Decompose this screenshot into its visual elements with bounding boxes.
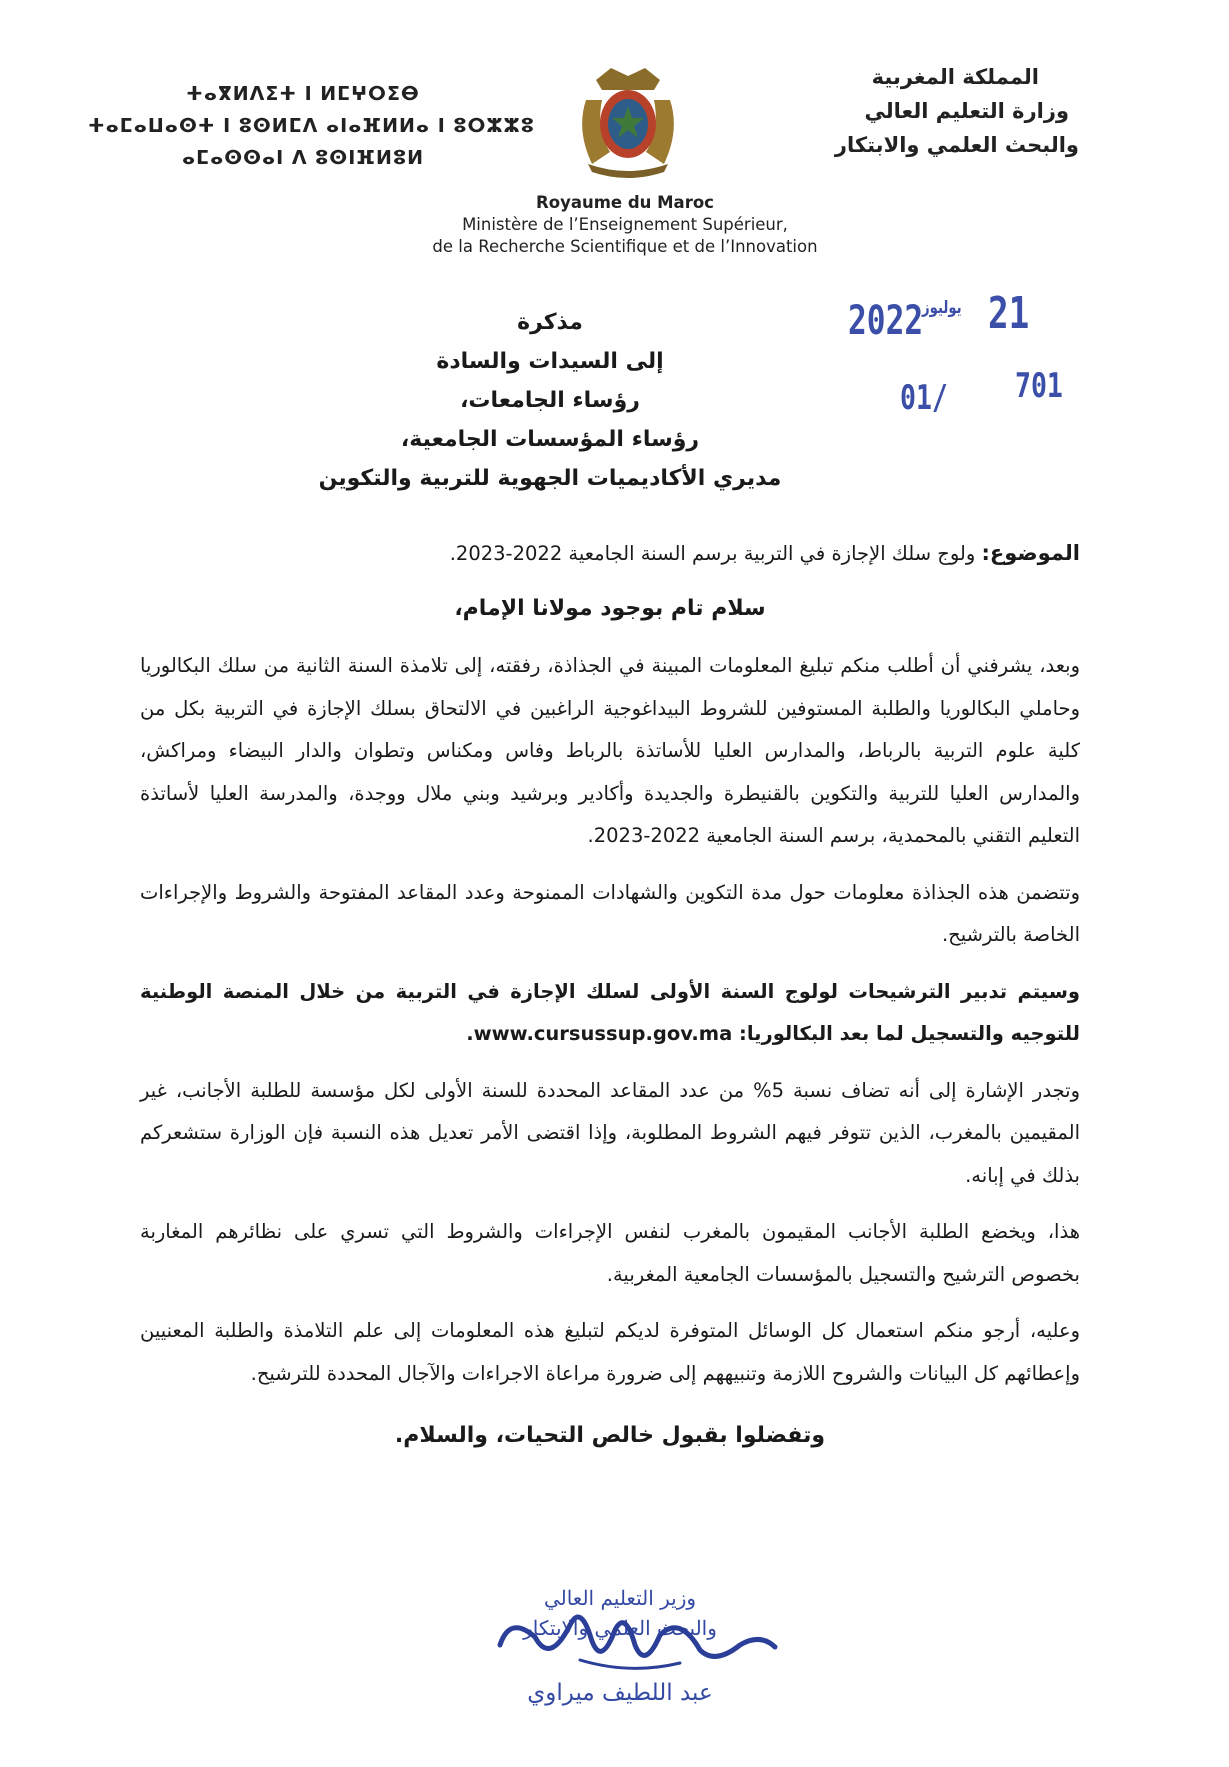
signature-title-line-2: والبحث العلمي والابتكار [523,1616,717,1640]
addressee-line-1: إلى السيدات والسادة [436,349,664,374]
paragraph-1: وبعد، يشرفني أن أطلب منكم تبليغ المعلومات المبينة في الجذاذة، رفقته، إلى تلامذة السنة الثانية من سلك البكالوريا وحاملي البكالوريا والطلبة المستوفين للشروط البيداغوجية الراغبين في الالتحاق بسلك الإجازة في التربية بكل من كلية علوم التربية بالرباط، والمدارس العليا للأساتذة بالرباط وفاس ومكناس وتطوان والدار البيضاء ومراكش، والمدارس العليا للتربية والتكوين بالقنيطرة والجديدة وأكادير وبرشيد وبني ملال ووجدة، والمدرسة العليا لأساتذة التعليم التقني بالمحمدية، برسم السنة الجامعية 2022-2023. [140,654,1080,847]
french-header [330,192,920,258]
arabic-header [779,60,1079,162]
french-line-3: de la Recherche Scientifique et de l’Innovation [432,237,818,256]
tifinagh-line-1: ⵜⴰⴳⵍⴷⵉⵜ ⵏ ⵍⵎⵖⵔⵉⴱ [186,83,420,105]
memo-body [140,538,1080,1453]
paragraph-5: هذا، ويخضع الطلبة الأجانب المقيمون بالمغرب لنفس الإجراءات والشروط التي تسري على نظائرهم المغاربة بخصوص الترشيح والتسجيل بالمؤسسات الجامعية المغربية. [140,1220,1080,1286]
subject-label: الموضوع: [981,541,1080,565]
arabic-line-1: المملكة المغربية [871,65,1039,89]
handwritten-signature [440,1575,820,1755]
closing: وتفضلوا بقبول خالص التحيات، والسلام. [394,1423,826,1448]
addressee-line-4: مديري الأكاديميات الجهوية للتربية والتكوين [318,466,782,491]
subject-text: ولوج سلك الإجازة في التربية برسم السنة الجامعية 2022-2023. [449,542,982,565]
stamp-ref-number: 701 [1015,366,1063,406]
stamp-month: يوليوز [922,298,962,318]
tifinagh-line-2: ⵜⴰⵎⴰⵡⴰⵙⵜ ⵏ ⵓⵙⵍⵎⴷ ⴰⵏⴰⴼⵍⵍⴰ ⵏ ⵓⵔⵣⵣⵓ [88,115,535,137]
tifinagh-line-3: ⴰⵎⴰⵙⵙⴰⵏ ⴷ ⵓⵙⵏⴼⵍⵓⵍ [182,147,424,169]
signature-title-line-1: وزير التعليم العالي [543,1586,697,1610]
memo-subject [140,538,1080,569]
paragraph-6: وعليه، أرجو منكم استعمال كل الوسائل المتوفرة لديكم لتبليغ هذه المعلومات إلى علم التلامذة والطلبة المعنيين وإعطائهم كل البيانات والشروح اللازمة وتنبيههم إلى ضرورة مراعاة الاجراءات والآجال المحددة للترشيح. [140,1319,1080,1385]
memo-title: مذكرة [517,310,583,335]
royal-emblem-icon [566,60,690,180]
stamp-ref-prefix: 01/ [900,378,948,418]
paragraph-3: وسيتم تدبير الترشيحات لولوج السنة الأولى لسلك الإجازة في التربية من خلال المنصة الوطنية للتوجيه والتسجيل لما بعد البكالوريا: www.cursussup.gov.ma. [140,979,1080,1045]
arabic-line-3: والبحث العلمي والابتكار [834,133,1079,157]
tifinagh-header [88,78,535,174]
addressee-line-2: رؤساء الجامعات، [460,388,640,413]
paragraph-4: وتجدر الإشارة إلى أنه تضاف نسبة 5% من عدد المقاعد المحددة للسنة الأولى لكل مؤسسة للطلبة الأجانب، غير المقيمين بالمغرب، الذين تتوفر فيهم الشروط المطلوبة، وإذا اقتضى الأمر تعديل هذه النسبة فإن الوزارة ستشعركم بذلك في إبانه. [140,1078,1080,1187]
stamp-year: 2022 [848,298,924,344]
memo-addressees [300,303,800,498]
french-line-1: Royaume du Maroc [536,193,714,212]
arabic-line-2: وزارة التعليم العالي [864,99,1069,123]
signatory-name: عبد اللطيف ميراوي [527,1680,713,1706]
paragraph-2: وتتضمن هذه الجذاذة معلومات حول مدة التكوين والشهادات الممنوحة وعدد المقاعد المفتوحة والشروط والإجراءات الخاصة بالترشيح. [140,880,1080,946]
stamp-day: 21 [988,288,1030,339]
greeting: سلام تام بوجود مولانا الإمام، [454,596,766,621]
french-line-2: Ministère de l’Enseignement Supérieur, [462,215,788,234]
addressee-line-3: رؤساء المؤسسات الجامعية، [400,427,700,452]
